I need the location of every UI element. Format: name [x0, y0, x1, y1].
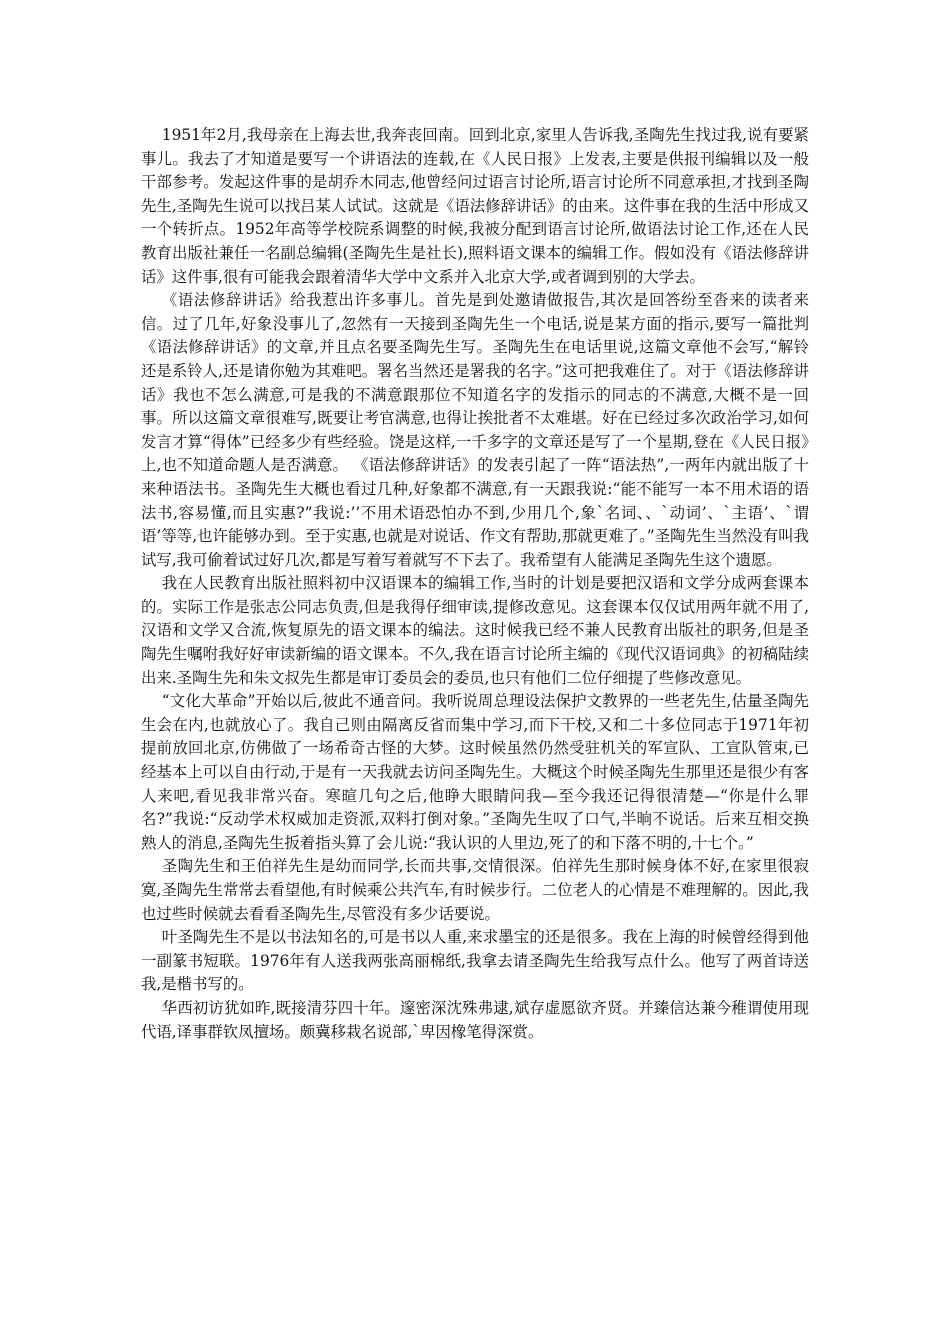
- paragraph-1: 1951年2月,我母亲在上海去世,我奔丧回南。回到北京,家里人告诉我,圣陶先生找过我,说有要紧事儿。我去了才知道是要写一个讲语法的连载,在《人民日报》上发表,主要是供报刊编辑以及一般干部参考。发起这件事的是胡乔木同志,他曾经问过语言讨论所,语言讨论所不同意承担,才找到圣陶先生,圣陶先生说可以找吕某人试试。这就是《语法修辞讲话》的由来。这件事在我的生活中形成又一个转折点。1952年高等学校院系调整的时候,我被分配到语言讨论所,做语法讨论工作,还在人民教育出版社兼任一名副总编辑(圣陶先生是社长),照料语文课本的编辑工作。假如没有《语法修辞讲话》这件事,很有可能我会跟着清华大学中文系并入北京大学,或者调到别的大学去。: [141, 126, 809, 286]
- paragraph-6: 叶圣陶先生不是以书法知名的,可是书以人重,来求墨宝的还是很多。我在上海的时候曾经得到他一副篆书短联。1976年有人送我两张高丽棉纸,我拿去请圣陶先生给我写点什么。他写了两首诗送我,是楷书写的。: [141, 928, 809, 994]
- paragraph-7: 华西初访犹如昨,既接清芬四十年。邃密深沈殊弗逮,斌存虚愿欲齐贤。并臻信达兼今稚谓使用现代语,译事群钦凤擅场。颇冀移栽名说部,`卑因橡笔得深赏。: [141, 998, 809, 1041]
- paragraph-3: 我在人民教育出版社照料初中汉语课本的编辑工作,当时的计划是要把汉语和文学分成两套课本的。实际工作是张志公同志负责,但是我得仔细审读,提修改意见。这套课本仅仅试用两年就不用了,汉语和文学又合流,恢复原先的语文课本的编法。这时候我已经不兼人民教育出版社的职务,但是圣陶先生嘱咐我好好审读新编的语文课本。不久,我在语言讨论所主编的《现代汉语词典》的初稿陆续出来.圣陶生先和朱文叔先生都是审订委员会的委员,也只有他们二位仔细提了些修改意见。: [141, 574, 809, 687]
- document-body: [141, 124, 809, 1044]
- paragraph-4: “文化大革命”开始以后,彼此不通音问。我听说周总理设法保护文教界的一些老先生,估量圣陶先生会在内,也就放心了。我自己则由隔离反省而集中学习,而下干校,又和二十多位同志于1971年初提前放回北京,仿佛做了一场希奇古怪的大梦。这时候虽然仍然受驻机关的军宣队、工宣队管束,已经基本上可以自由行动,于是有一天我就去访问圣陶先生。大概这个时候圣陶先生那里还是很少有客人来吧,看见我非常兴奋。寒暄几句之后,他睁大眼睛问我—至今我还记得很清楚—“你是什么罪名?”我说:“反动学术权威加走资派,双料打倒对象。”圣陶先生叹了口气,半晌不说话。后来互相交换熟人的消息,圣陶先生扳着指头算了会儿说:“我认识的人里边,死了的和下落不明的,十七个。”: [141, 692, 809, 852]
- paragraph-2: 《语法修辞讲话》给我惹出许多事儿。首先是到处邀请做报告,其次是回答纷至沓来的读者来信。过了几年,好象没事儿了,忽然有一天接到圣陶先生一个电话,说是某方面的指示,要写一篇批判《语法修辞讲话》的文章,并且点名要圣陶先生写。圣陶先生在电话里说,这篇文章他不会写,“解铃还是系铃人,还是请你勉为其难吧。署名当然还是署我的名字。”这可把我难住了。对于《语法修辞讲话》我也不怎么满意,可是我的不满意跟那位不知道名字的发指示的同志的不满意,大概不是一回事。所以这篇文章很难写,既要让考官满意,也得让挨批者不太难堪。好在已经过多次政治学习,如何发言才算“得体”已经多少有些经验。饶是这样,一千多字的文章还是写了一个星期,登在《人民日报》上,也不知道命题人是否满意。 《语法修辞讲话》的发表引起了一阵“语法热”,一两年内就出版了十来种语法书。圣陶先生大概也看过几种,好象都不满意,有一天跟我说:“能不能写一本不用术语的语法书,容易懂,而且实惠?”我说:’’不用术语恐怕办不到,少用几个,象`名词、、`动词’、`主语’、`谓语’等等,也许能够办到。至于实惠,也就是对说话、作文有帮助,那就更难了。”圣陶先生当然没有叫我试写,我可偷着试过好几次,都是写着写着就写不下去了。我希望有人能满足圣陶先生这个遗愿。: [141, 291, 809, 569]
- paragraph-5: 圣陶先生和王伯祥先生是幼而同学,长而共事,交情很深。伯祥先生那时候身体不好,在家里很寂寞,圣陶先生常常去看望他,有时候乘公共汽车,有时候步行。二位老人的心情是不难理解的。因此,我也过些时候就去看看圣陶先生,尽管没有多少话要说。: [141, 857, 809, 923]
